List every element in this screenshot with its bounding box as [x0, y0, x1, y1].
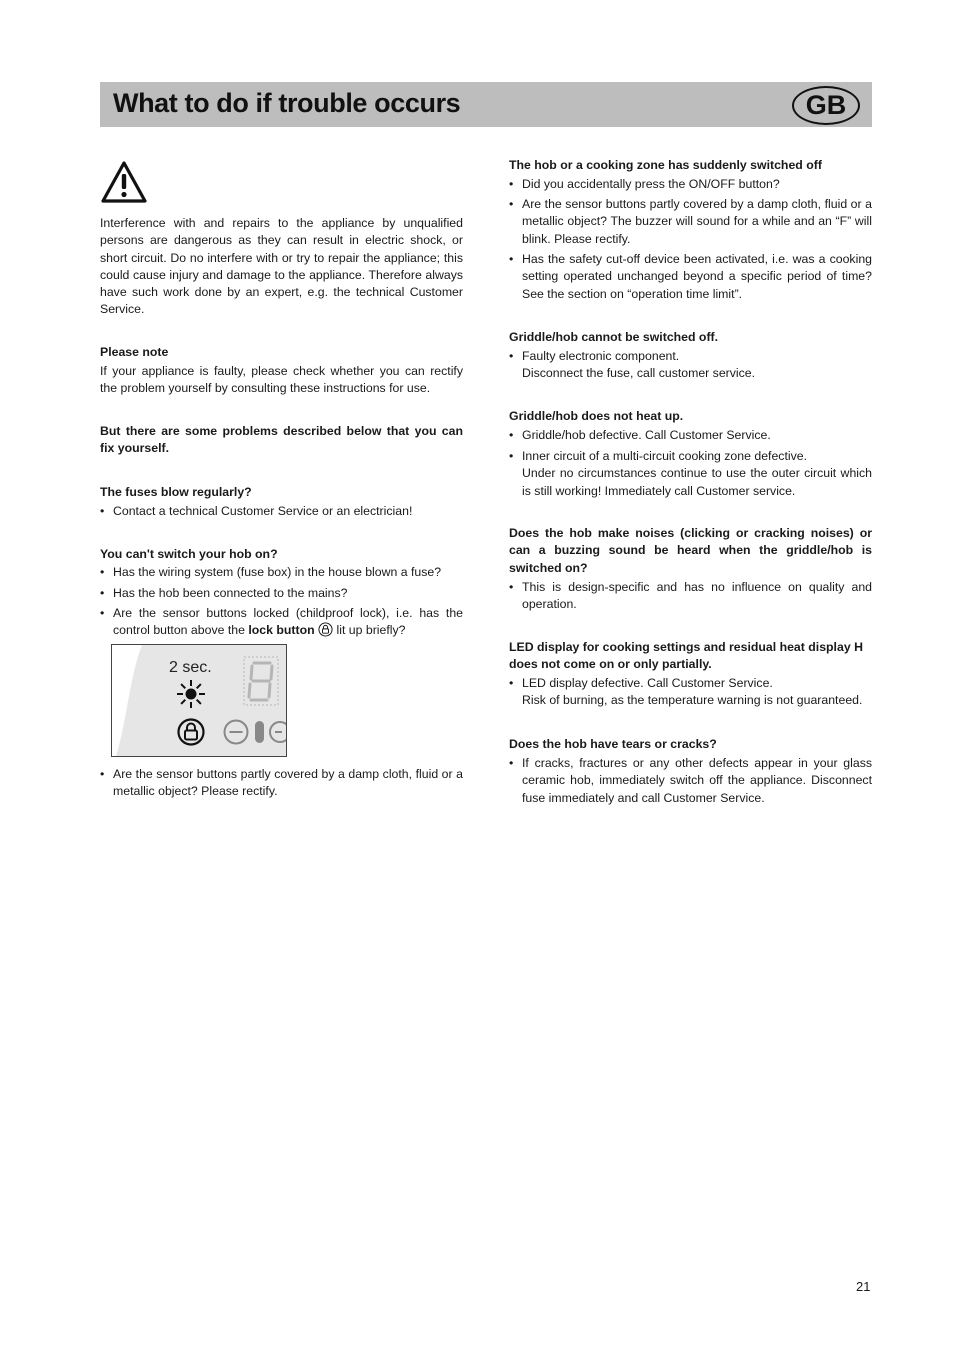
- page-title: What to do if trouble occurs: [113, 88, 461, 118]
- slider-indicator: [255, 721, 264, 743]
- list-item: • Has the safety cut-off device been activated, i.e. was a cooking setting operated unchanged beyond a specific period of time? See the section on “operation time limit”.: [509, 252, 872, 301]
- list-item: • Inner circuit of a multi-circuit cooking zone defective. Under no circumstances continue to use the outer circuit which is still working! Immediately call Customer service.: [509, 449, 872, 498]
- griddle-off-heading: Griddle/hob cannot be switched off.: [509, 330, 719, 344]
- list-item: • Are the sensor buttons partly covered by a damp cloth, fluid or a metallic object? Please rectify.: [100, 767, 463, 799]
- list-item: • This is design-specific and has no influence on quality and operation.: [509, 580, 872, 612]
- page-number: 21: [856, 1279, 871, 1294]
- warning-triangle-icon: [100, 160, 148, 204]
- lock-button-label: lock button: [248, 623, 315, 638]
- list-item: • Did you accidentally press the ON/OFF button?: [509, 177, 780, 191]
- cracks-heading: Does the hob have tears or cracks?: [509, 737, 717, 751]
- no-heat-heading: Griddle/hob does not heat up.: [509, 409, 684, 423]
- problems-heading: But there are some problems described below that you can fix yourself.: [100, 424, 463, 456]
- list-item: • Has the hob been connected to the mains?: [100, 586, 348, 600]
- page-header: [100, 82, 872, 127]
- warning-paragraph: Interference with and repairs to the appliance by unqualified persons are dangerous as they can result in electric shock, or short circuit. Do no interfere with or try to repair the appliance; this could cause injury and damage to the appliance. Therefore always have such work done by an expert, e.g. the technical Customer Service.: [100, 216, 463, 317]
- noise-heading: Does the hob make noises (clicking or cracking noises) or can a buzzing sound be heard when the griddle/hob is switched on?: [509, 526, 872, 575]
- lock-icon: [318, 622, 333, 637]
- panel-label: 2 sec.: [169, 659, 212, 676]
- list-item: • Are the sensor buttons locked (childproof lock), i.e. has the control button above the lock button lit up briefly?: [100, 606, 463, 638]
- list-item: • LED display defective. Call Customer Service. Risk of burning, as the temperature warning is not guaranteed.: [509, 676, 863, 708]
- led-heading: LED display for cooking settings and residual heat display H does not come on or only partially.: [509, 640, 863, 672]
- control-panel-drawing: [112, 645, 286, 756]
- fuses-heading: The fuses blow regularly?: [100, 485, 252, 499]
- switched-off-heading: The hob or a cooking zone has suddenly switched off: [509, 158, 822, 172]
- list-item: • Griddle/hob defective. Call Customer Service.: [509, 428, 771, 442]
- list-item: • Faulty electronic component. Disconnect the fuse, call customer service.: [509, 349, 756, 381]
- please-note-heading: Please note: [100, 345, 169, 359]
- list-item: • Contact a technical Customer Service or an electrician!: [100, 504, 413, 518]
- list-item: • Are the sensor buttons partly covered by a damp cloth, fluid or a metallic object? The buzzer will sound for a while and an “F” will blink. Please rectify.: [509, 197, 872, 246]
- country-badge: GB: [792, 86, 860, 125]
- list-item: • Has the wiring system (fuse box) in the house blown a fuse?: [100, 565, 442, 579]
- switch-on-heading: You can't switch your hob on?: [100, 547, 278, 561]
- list-item: • If cracks, fractures or any other defects appear in your glass ceramic hob, immediately switch off the appliance. Disconnect fuse immediately and call Customer Service.: [509, 756, 872, 805]
- control-panel-illustration: [111, 644, 287, 757]
- please-note-text: If your appliance is faulty, please check whether you can rectify the problem yourself by consulting these instructions for use.: [100, 364, 463, 396]
- blink-sun-icon: [177, 680, 205, 708]
